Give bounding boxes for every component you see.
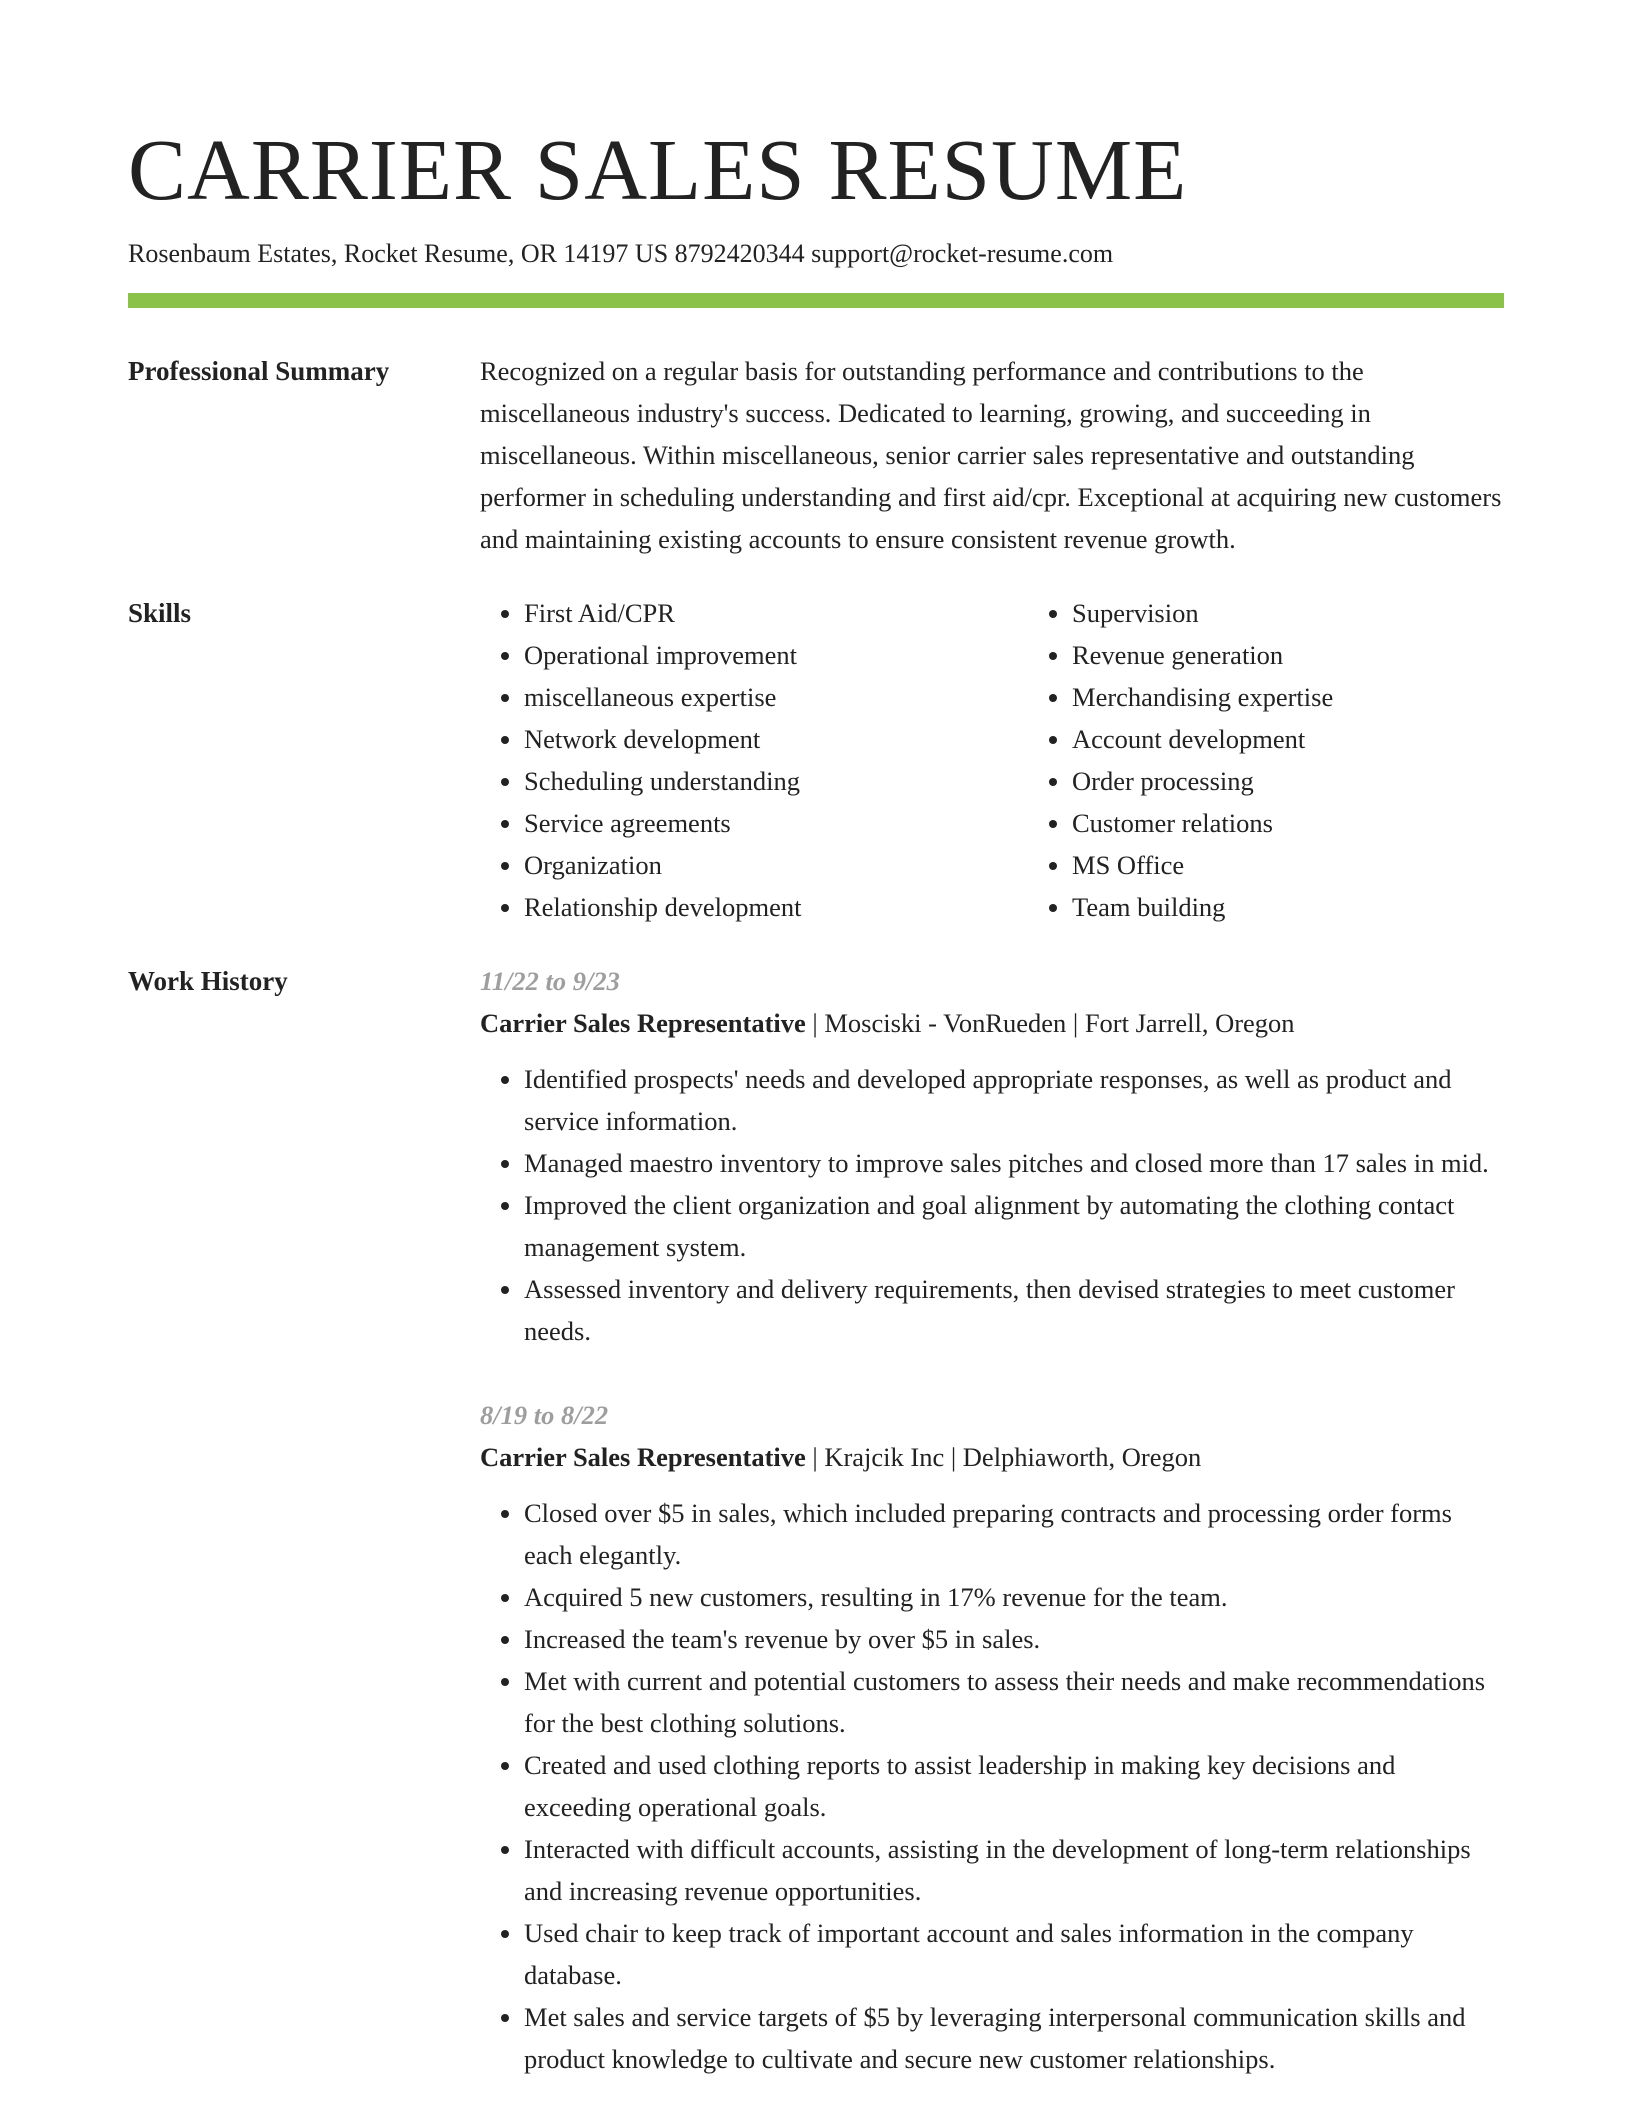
skill-item: • Revenue generation	[1072, 634, 1576, 676]
skills-columns	[480, 592, 1576, 928]
job-bullet: • Created and used clothing reports to assist leadership in making key decisions and exceeding operational goals.	[524, 1744, 1504, 1828]
section-label-skills: Skills	[128, 598, 192, 628]
job-details: | Mosciski - VonRueden | Fort Jarrell, Oregon	[805, 1008, 1295, 1038]
skill-item: • Organization	[524, 844, 1028, 886]
work-history-body	[480, 960, 1504, 2122]
job-title: Carrier Sales Representative	[480, 1442, 806, 1472]
skill-item: • Merchandising expertise	[1072, 676, 1576, 718]
skill-item: • Team building	[1072, 886, 1576, 928]
section-label-work-history: Work History	[128, 966, 288, 996]
job-entry	[480, 1394, 1504, 2080]
skills-list-left	[480, 592, 1028, 928]
job-bullet: • Acquired 5 new customers, resulting in 17% revenue for the team.	[524, 1576, 1504, 1618]
job-bullet-list	[480, 1492, 1504, 2080]
skill-item: • Supervision	[1072, 592, 1576, 634]
job-bullet: • Used chair to keep track of important account and sales information in the company database.	[524, 1912, 1504, 1996]
job-bullet: • Increased the team's revenue by over $5 in sales.	[524, 1618, 1504, 1660]
skill-item: • Customer relations	[1072, 802, 1576, 844]
summary-text: Recognized on a regular basis for outstanding performance and contributions to the miscellaneous industry's success. Dedicated to learning, growing, and succeeding in miscellaneous. Within miscellaneous, senior carrier sales representative and outstanding performer in scheduling understanding and first aid/cpr. Exceptional at acquiring new customers and maintaining existing accounts to ensure consistent revenue growth.	[480, 356, 1502, 554]
skill-item: • Network development	[524, 718, 1028, 760]
job-bullet: • Interacted with difficult accounts, assisting in the development of long-term relationships and increasing revenue opportunities.	[524, 1828, 1504, 1912]
job-bullet: • Met sales and service targets of $5 by leveraging interpersonal communication skills and product knowledge to cultivate and secure new customer relationships.	[524, 1996, 1504, 2080]
job-details: | Krajcik Inc | Delphiaworth, Oregon	[805, 1442, 1202, 1472]
job-dates: 8/19 to 8/22	[480, 1400, 609, 1430]
skill-item: • Operational improvement	[524, 634, 1028, 676]
skill-item: • Order processing	[1072, 760, 1576, 802]
skill-item: • First Aid/CPR	[524, 592, 1028, 634]
professional-summary-section	[128, 350, 1504, 560]
job-heading	[480, 1436, 1504, 1478]
job-bullet: • Assessed inventory and delivery requirements, then devised strategies to meet customer needs.	[524, 1268, 1504, 1352]
accent-divider	[128, 293, 1504, 308]
contact-line: Rosenbaum Estates, Rocket Resume, OR 14197 US 8792420344 support@rocket-resume.com	[128, 239, 1114, 268]
resume-title: CARRIER SALES RESUME	[128, 121, 1188, 218]
job-bullet: • Improved the client organization and goal alignment by automating the clothing contact management system.	[524, 1184, 1504, 1268]
job-title: Carrier Sales Representative	[480, 1008, 806, 1038]
job-bullet: • Identified prospects' needs and developed appropriate responses, as well as product and service information.	[524, 1058, 1504, 1142]
job-bullet: • Managed maestro inventory to improve sales pitches and closed more than 17 sales in mid.	[524, 1142, 1504, 1184]
skill-item: • MS Office	[1072, 844, 1576, 886]
summary-body	[480, 350, 1504, 560]
skills-section	[128, 592, 1504, 928]
skill-item: • Relationship development	[524, 886, 1028, 928]
job-bullet: • Met with current and potential customers to assess their needs and make recommendations for the best clothing solutions.	[524, 1660, 1504, 1744]
skills-list-right	[1028, 592, 1576, 928]
job-bullet: • Closed over $5 in sales, which included preparing contracts and processing order forms each elegantly.	[524, 1492, 1504, 1576]
skill-item: • miscellaneous expertise	[524, 676, 1028, 718]
section-label-summary: Professional Summary	[128, 356, 390, 386]
job-bullet-list	[480, 1058, 1504, 1352]
job-heading	[480, 1002, 1504, 1044]
job-dates: 11/22 to 9/23	[480, 966, 620, 996]
skill-item: • Service agreements	[524, 802, 1028, 844]
work-history-section	[128, 960, 1504, 2122]
skill-item: • Scheduling understanding	[524, 760, 1028, 802]
skill-item: • Account development	[1072, 718, 1576, 760]
job-entry	[480, 960, 1504, 1352]
